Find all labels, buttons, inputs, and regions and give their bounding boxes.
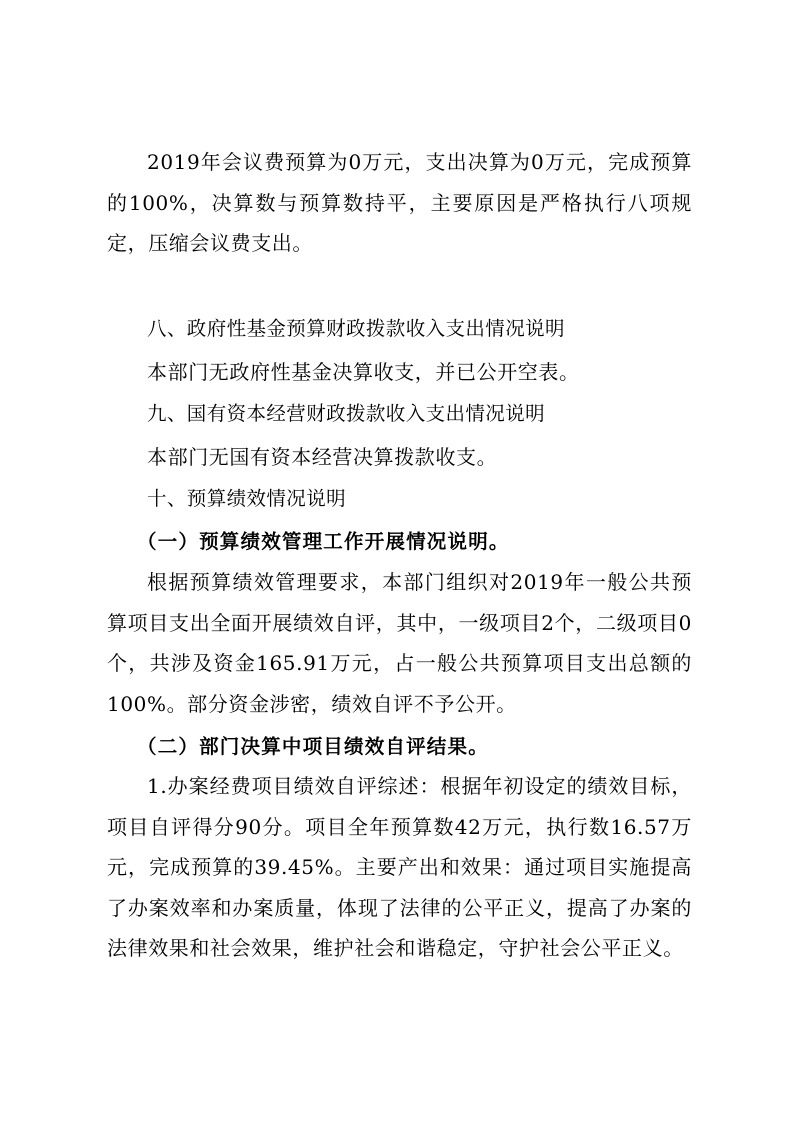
section-8-body: 本部门无政府性基金决算收支，并已公开空表。 (147, 360, 580, 384)
section-10-heading: 十、预算绩效情况说明 (147, 487, 347, 510)
subsection-2-heading: （二）部门决算中项目绩效自评结果。 (137, 735, 489, 758)
subsection-1-paragraph: 根据预算绩效管理要求，本部门组织对2019年一般公共预算项目支出全面开展绩效自评，其中，一级项目2个，二级项目0个，共涉及资金165.91万元，占一般公共预算项目支出总额的100%。部分资金涉密，绩效自评不予公开。 (107, 570, 692, 716)
item-1-paragraph: 1.办案经费项目绩效自评综述：根据年初设定的绩效目标，项目自评得分90分。项目全年预算数42万元，执行数16.57万元，完成预算的39.45%。主要产出和效果：通过项目实施提高了办案效率和办案质量，体现了法律的公平正义，提高了办案的法律效果和社会效果，维护社会和谐稳定，守护社会公平正义。 (107, 774, 692, 961)
subsection-1-heading: （一）预算绩效管理工作开展情况说明。 (137, 530, 510, 553)
section-9-body: 本部门无国有资本经营决算拨款收支。 (147, 445, 498, 469)
section-9-heading: 九、国有资本经营财政拨款收入支出情况说明 (147, 402, 546, 425)
meeting-fee-paragraph: 2019年会议费预算为0万元，支出决算为0万元，完成预算的100%，决算数与预算数持平，主要原因是严格执行八项规定，压缩会议费支出。 (107, 150, 692, 256)
section-8-heading: 八、政府性基金预算财政拨款收入支出情况说明 (147, 317, 565, 340)
